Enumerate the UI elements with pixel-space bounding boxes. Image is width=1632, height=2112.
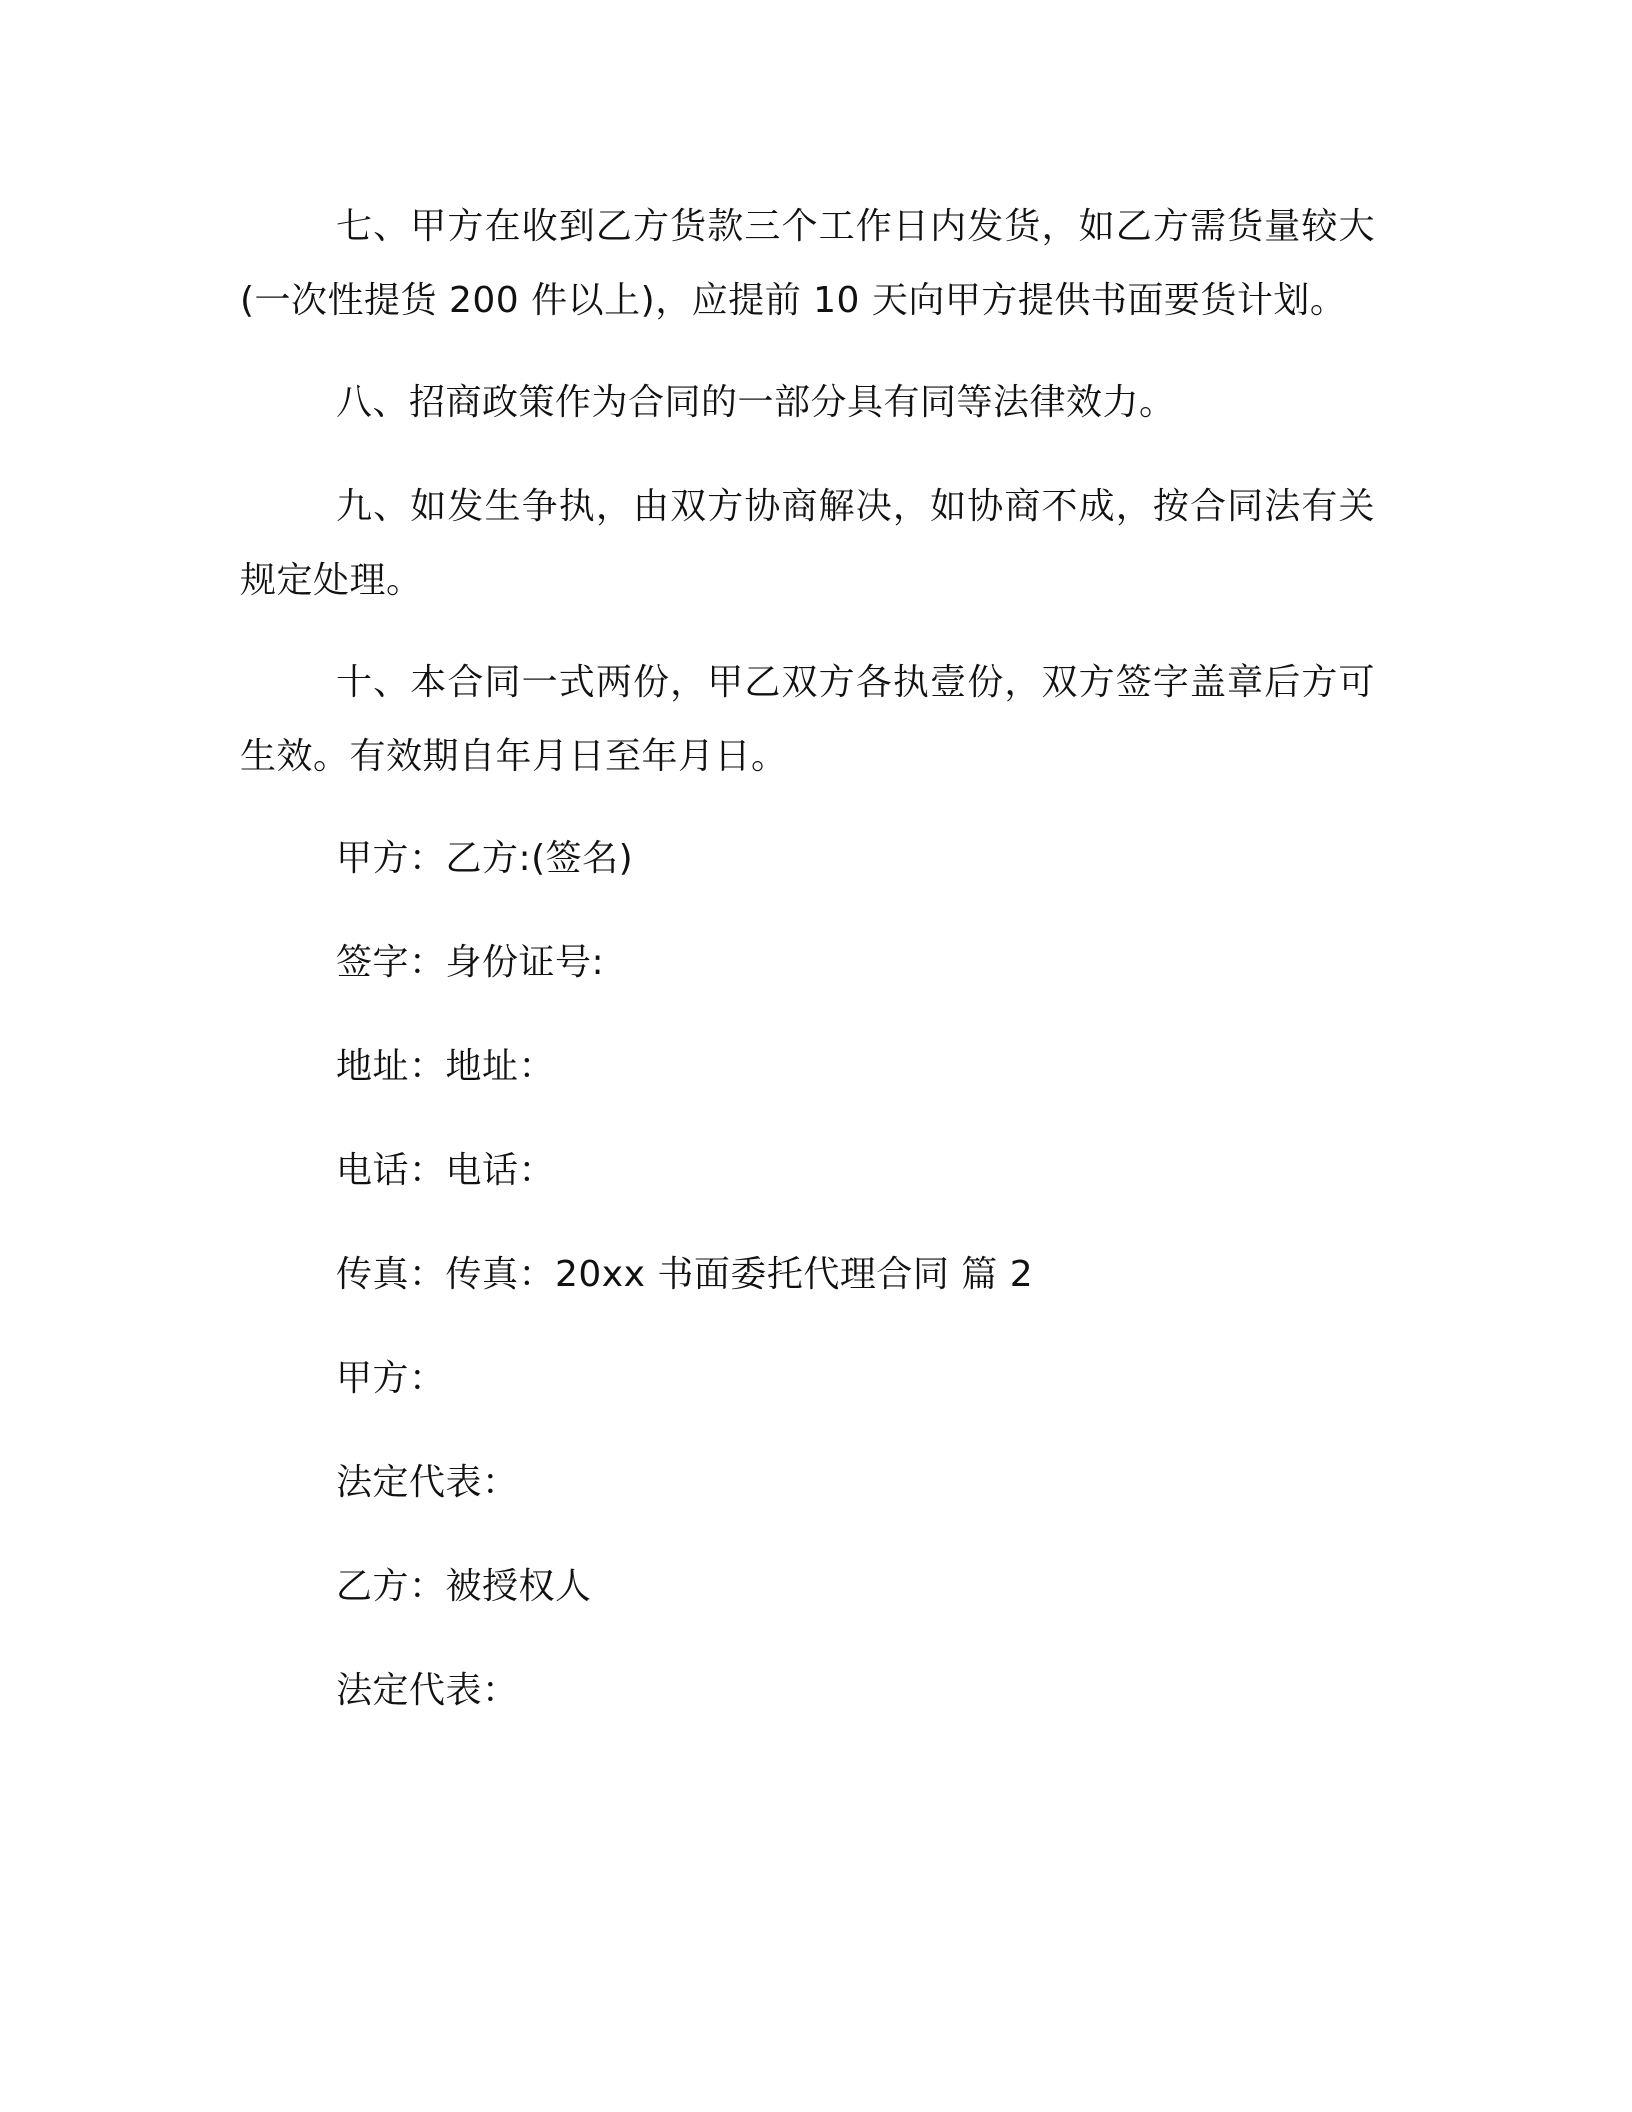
clause-ten: 十、本合同一式两份，甲乙双方各执壹份，双方签字盖章后方可生效。有效期自年月日至年月日。	[240, 662, 1375, 777]
clause-eight: 八、招商政策作为合同的一部分具有同等法律效力。	[336, 382, 1176, 423]
signature-party-line: 甲方：乙方:(签名)	[336, 838, 634, 879]
party-a-line: 甲方：	[336, 1358, 446, 1399]
signature-address-line: 地址：地址：	[336, 1046, 556, 1087]
legal-representative-line-2: 法定代表：	[336, 1670, 519, 1711]
clause-seven: 七、甲方在收到乙方货款三个工作日内发货，如乙方需货量较大(一次性提货 200 件以上)，应提前 10 天向甲方提供书面要货计划。	[240, 206, 1375, 321]
signature-sign-line: 签字：身份证号:	[336, 942, 605, 983]
signature-phone-line: 电话：电话：	[336, 1150, 556, 1191]
legal-representative-line-1: 法定代表：	[336, 1462, 519, 1503]
signature-fax-line: 传真：传真：20xx 书面委托代理合同 篇 2	[336, 1254, 1034, 1295]
document-page	[240, 190, 1375, 1758]
party-b-line: 乙方：被授权人	[336, 1566, 592, 1607]
clause-nine: 九、如发生争执，由双方协商解决，如协商不成，按合同法有关规定处理。	[240, 486, 1375, 601]
